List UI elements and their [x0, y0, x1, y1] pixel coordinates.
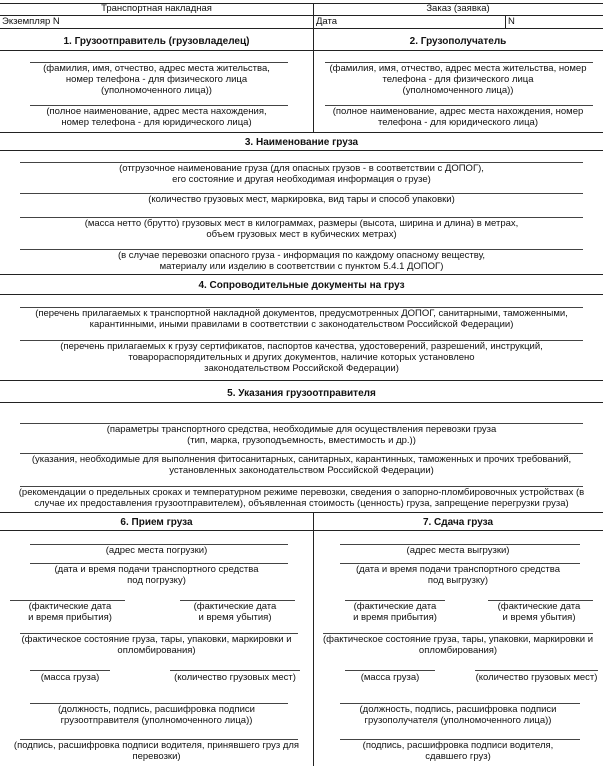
consignee-signature-caption: (должность, подпись, расшифровка подписи грузополучателя (уполномоченного лица)) — [359, 704, 557, 726]
unloading-arrival-caption: (фактические дата и время прибытия) — [353, 601, 437, 623]
accepting-driver-signature-caption: (подпись, расшифровка подписи водителя, принявшего груз для перевозки) — [13, 740, 300, 762]
unloading-address-caption: (адрес места выгрузки) — [406, 545, 510, 556]
vehicle-parameters-caption: (параметры транспортного средства, необходимые для осуществления перевозки груза (тип, марка, грузоподъемность, вместимость и др.)) — [106, 424, 497, 446]
certificates-caption: (перечень прилагаемых к грузу сертификатов, паспортов качества, удостоверений, разрешений, инструкций, товарораспорядительных и других документов, наличие которых установлено законодательством Российской Федерации) — [60, 341, 543, 374]
cargo-name-section-title: 3. Наименование груза — [244, 137, 359, 148]
order-title: Заказ (заявка) — [426, 3, 490, 14]
unloading-departure-caption: (фактические дата и время убытия) — [497, 601, 581, 623]
order-number-label: N — [508, 16, 515, 27]
loading-departure-caption: (фактические дата и время убытия) — [193, 601, 277, 623]
loading-mass-caption: (масса груза) — [40, 672, 100, 683]
date-label: Дата — [316, 16, 338, 27]
loading-condition-caption: (фактическое состояние груза, тары, упаковки, маркировки и опломбирования) — [21, 634, 292, 656]
cargo-acceptance-section-title: 6. Прием груза — [120, 517, 193, 528]
loading-address-caption: (адрес места погрузки) — [105, 545, 208, 556]
consignee-individual-caption: (фамилия, имя, отчество, адрес места жительства, номер телефона - для физического лица (уполномоченного лица)) — [329, 63, 587, 96]
copy-number-label: Экземпляр N — [2, 16, 60, 27]
unloading-places-caption: (количество грузовых мест) — [475, 672, 598, 683]
cargo-packages-caption: (количество грузовых мест, маркировка, вид тары и способ упаковки) — [148, 194, 455, 205]
shipper-instructions-section-title: 5. Указания грузоотправителя — [227, 388, 376, 399]
delivering-driver-signature-caption: (подпись, расшифровка подписи водителя, сдавшего груз) — [362, 740, 554, 762]
loading-arrival-caption: (фактические дата и время прибытия) — [28, 601, 112, 623]
transport-recommendations-caption: (рекомендации о предельных сроках и температурном режиме перевозки, сведения о запорно-пломбировочных устройствах (в случае их предоставления грузоотправителем), объявленная стоимость (ценность) груза, запрещение перегрузки груза) — [18, 487, 585, 509]
sanitary-requirements-caption: (указания, необходимые для выполнения фитосанитарных, санитарных, карантинных, таможенных и прочих требований, установленных законодательством Российской Федерации) — [31, 454, 572, 476]
loading-datetime-caption: (дата и время подачи транспортного средства под погрузку) — [54, 564, 259, 586]
documents-section-title: 4. Сопроводительные документы на груз — [198, 280, 405, 291]
dangerous-cargo-caption: (в случае перевозки опасного груза - информация по каждому опасному веществу, материалу или изделию в соответствии с пунктом 5.4.1 ДОПОГ) — [117, 250, 486, 272]
shipper-individual-caption: (фамилия, имя, отчество, адрес места жительства, номер телефона - для физического лица (уполномоченного лица)) — [43, 63, 270, 96]
transport-documents-caption: (перечень прилагаемых к транспортной накладной документов, предусмотренных ДОПОГ, санитарными, таможенными, карантинными, иными правилами в соответствии с законодательством Российской Федерации) — [35, 308, 568, 330]
cargo-name-caption: (отгрузочное наименование груза (для опасных грузов - в соответствии с ДОПОГ), его состояние и другая необходимая информация о грузе) — [119, 163, 484, 185]
unloading-datetime-caption: (дата и время подачи транспортного средства под выгрузку) — [355, 564, 560, 586]
unloading-condition-caption: (фактическое состояние груза, тары, упаковки, маркировки и опломбирования) — [323, 634, 593, 656]
cargo-delivery-section-title: 7. Сдача груза — [422, 517, 494, 528]
shipper-section-title: 1. Грузоотправитель (грузовладелец) — [63, 36, 250, 47]
consignee-legal-caption: (полное наименование, адрес места нахождения, номер телефона - для юридического лица) — [332, 106, 584, 128]
shipper-legal-caption: (полное наименование, адрес места нахождения, номер телефона - для юридического лица) — [46, 106, 267, 128]
consignee-section-title: 2. Грузополучатель — [409, 36, 507, 47]
cargo-mass-caption: (масса нетто (брутто) грузовых мест в килограммах, размеры (высота, ширина и длина) в метрах, объем грузовых мест в кубических метрах) — [84, 218, 519, 240]
shipper-signature-caption: (должность, подпись, расшифровка подписи грузоотправителя (уполномоченного лица)) — [58, 704, 255, 726]
loading-places-caption: (количество грузовых мест) — [174, 672, 296, 683]
waybill-title: Транспортная накладная — [101, 3, 212, 14]
unloading-mass-caption: (масса груза) — [360, 672, 420, 683]
